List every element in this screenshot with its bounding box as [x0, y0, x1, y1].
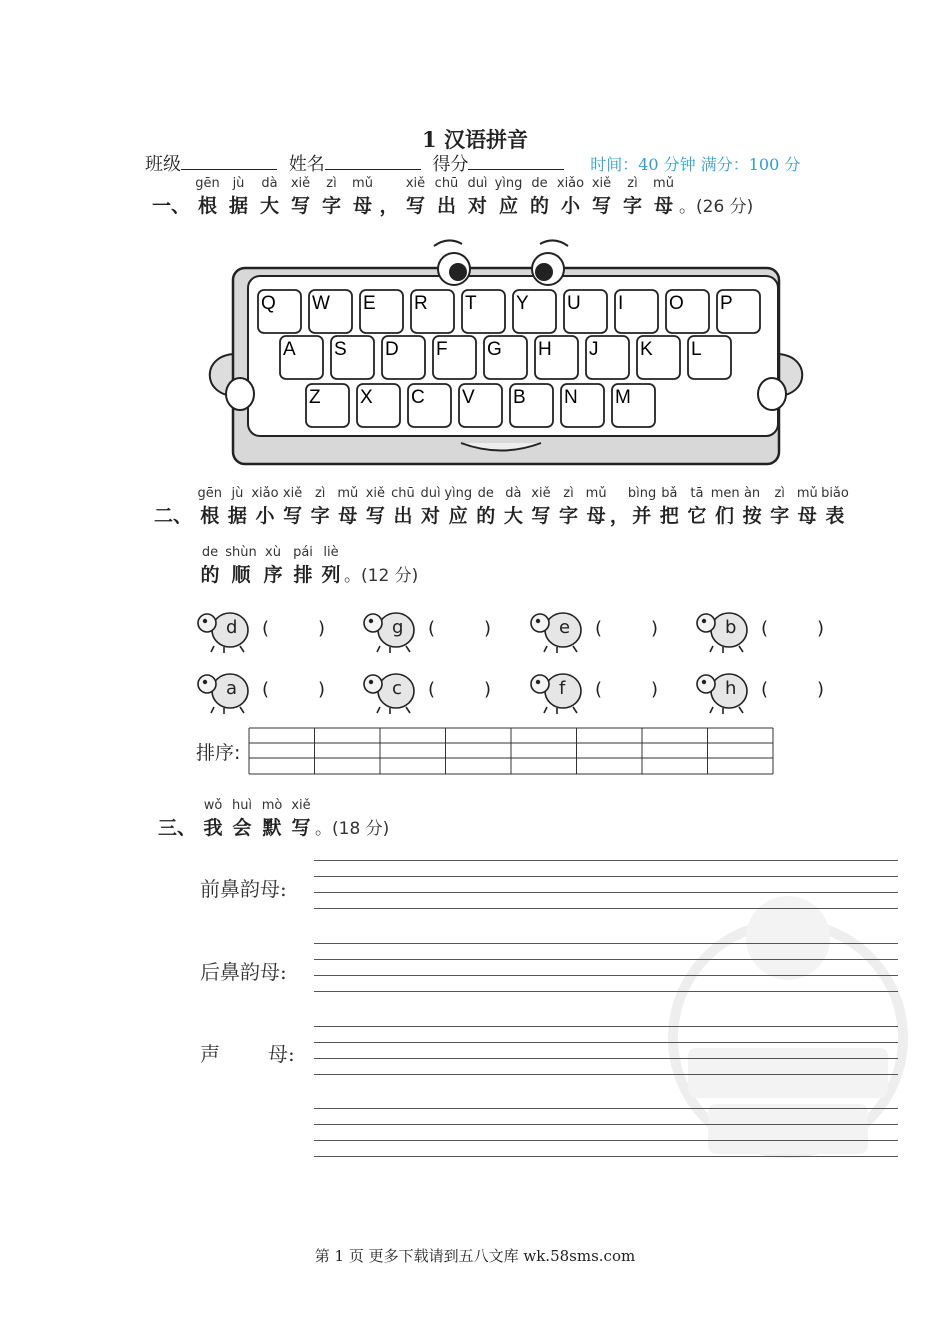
section-score: 。(18 分)	[315, 819, 390, 839]
key-I	[615, 290, 658, 333]
paren-close: )	[318, 618, 326, 639]
paren-close: )	[651, 618, 659, 639]
section2-syllable	[196, 486, 224, 528]
key-C	[408, 384, 451, 427]
hanzi: 小	[560, 195, 580, 217]
key-letter: V	[462, 387, 475, 408]
section2-number: 二、	[153, 505, 192, 527]
turtle-letter: c	[392, 678, 402, 699]
section2-heading-line1	[150, 486, 849, 528]
left-eyebrow	[434, 240, 462, 246]
order-label: 排序:	[196, 742, 241, 764]
writing-line[interactable]	[314, 1026, 898, 1027]
key-D	[382, 336, 425, 379]
pinyin: jù	[232, 176, 245, 191]
section1-syllable	[378, 176, 400, 218]
section2-syllable	[500, 486, 528, 528]
hanzi: 据	[227, 505, 247, 527]
key-L	[688, 336, 731, 379]
page-footer: 第 1 页 更多下载请到五八文库 wk.58sms.com	[314, 1247, 636, 1265]
pinyin: duì	[467, 176, 488, 191]
section2-syllable	[711, 486, 739, 528]
pinyin: bǎ	[661, 486, 678, 501]
pinyin: mò	[261, 798, 283, 813]
section2-syllable	[793, 486, 821, 528]
hanzi: 应	[498, 195, 518, 217]
page-title: 1 汉语拼音	[422, 127, 528, 152]
key-letter: Q	[261, 293, 276, 314]
section1-syllable	[462, 176, 493, 218]
initials-label	[200, 1038, 295, 1067]
key-A	[280, 336, 323, 379]
right-eyebrow	[540, 240, 568, 246]
turtle-item	[695, 667, 835, 717]
section1-syllable	[431, 176, 462, 218]
score-blank[interactable]	[468, 151, 564, 170]
hanzi: ，	[609, 505, 629, 527]
answer-blank[interactable]	[438, 614, 482, 644]
key-S	[331, 336, 374, 379]
key-Y	[513, 290, 556, 333]
section1-syllable	[347, 176, 378, 218]
hanzi: 写	[591, 195, 611, 217]
key-letter: J	[589, 339, 599, 360]
answer-blank[interactable]	[605, 675, 649, 705]
back-nasal-label: 后鼻韵母:	[200, 960, 287, 984]
turtle-letter: d	[226, 617, 238, 638]
pinyin: bìng	[627, 486, 657, 501]
section1-syllable	[254, 176, 285, 218]
key-V	[459, 384, 502, 427]
section3-syllable	[227, 798, 257, 840]
pinyin: xiě	[282, 486, 303, 501]
right-hand	[758, 378, 786, 410]
key-B	[510, 384, 553, 427]
turtle-letter: f	[559, 678, 566, 699]
pinyin: zì	[627, 176, 638, 191]
pinyin	[610, 486, 628, 501]
key-U	[564, 290, 607, 333]
key-Z	[306, 384, 349, 427]
hanzi: 写	[365, 505, 385, 527]
section2-syllable	[224, 486, 252, 528]
turtle-icon	[529, 667, 585, 717]
hanzi: ，	[379, 195, 399, 217]
section2-syllable	[251, 486, 279, 528]
key-X	[357, 384, 400, 427]
section2-syllable	[444, 486, 472, 528]
section-score: 。(26 分)	[679, 197, 754, 217]
section1-syllable	[586, 176, 617, 218]
hanzi: 字	[310, 505, 330, 527]
hanzi: 把	[659, 505, 679, 527]
hanzi: 字	[559, 505, 579, 527]
hanzi: 据	[228, 195, 248, 217]
pinyin: xiě	[531, 486, 551, 501]
paren-close: )	[817, 618, 825, 639]
writing-line[interactable]	[314, 943, 898, 944]
right-pupil	[535, 263, 553, 281]
name-label: 姓名	[288, 154, 325, 175]
turtle-letter: g	[392, 617, 404, 638]
hanzi: 序	[263, 564, 283, 586]
pinyin: gēn	[197, 486, 223, 501]
writing-line[interactable]	[314, 1140, 898, 1141]
hanzi: 字	[770, 505, 790, 527]
pinyin: mǔ	[337, 486, 359, 501]
key-letter: S	[334, 339, 347, 360]
section2-syllable	[628, 486, 656, 528]
turtle-icon	[196, 606, 252, 656]
key-E	[360, 290, 403, 333]
section2-syllable	[224, 545, 258, 587]
paren-close: )	[484, 618, 492, 639]
key-letter: G	[487, 339, 502, 360]
left-pupil	[449, 263, 467, 281]
watermark-logo	[668, 868, 908, 1168]
writing-line[interactable]	[314, 1124, 898, 1125]
section1-syllable	[493, 176, 524, 218]
pinyin: pái	[293, 545, 313, 560]
section2-syllable	[334, 486, 362, 528]
turtle-letter: e	[559, 617, 571, 638]
section2-syllable	[821, 486, 849, 528]
section2-heading-line2	[196, 545, 418, 587]
key-letter: L	[691, 339, 702, 360]
key-letter: H	[538, 339, 552, 360]
hanzi: 它	[687, 505, 707, 527]
section1-syllable	[285, 176, 316, 218]
hanzi: 根	[197, 195, 217, 217]
pinyin: mǔ	[796, 486, 818, 501]
pinyin: huì	[231, 798, 253, 813]
pinyin: xiě	[591, 176, 612, 191]
key-R	[411, 290, 454, 333]
pinyin: yìng	[444, 486, 473, 501]
writing-line[interactable]	[314, 908, 898, 909]
paren-open: (	[761, 679, 769, 700]
key-letter: D	[385, 339, 399, 360]
key-K	[637, 336, 680, 379]
turtle-item	[362, 667, 502, 717]
pinyin: mǔ	[352, 176, 373, 191]
order-table[interactable]	[248, 727, 774, 775]
section2-syllable	[318, 545, 344, 587]
paren-close: )	[318, 679, 326, 700]
hanzi: 默	[262, 817, 282, 839]
key-M	[612, 384, 655, 427]
pinyin: gēn	[195, 176, 220, 191]
turtle-icon	[695, 667, 751, 717]
hanzi: 对	[421, 505, 441, 527]
hanzi: 应	[448, 505, 468, 527]
pinyin: xiǎo	[251, 486, 279, 501]
key-N	[561, 384, 604, 427]
pinyin: àn	[743, 486, 761, 501]
pinyin: zì	[326, 176, 337, 191]
pinyin: xiě	[365, 486, 386, 501]
section1-syllable	[316, 176, 347, 218]
initials-label-b: 母:	[268, 1042, 295, 1066]
section2-syllable	[527, 486, 555, 528]
answer-blank[interactable]	[605, 614, 649, 644]
turtle-icon	[695, 606, 751, 656]
turtle-item	[695, 606, 835, 656]
writing-line[interactable]	[314, 959, 898, 960]
hanzi: 的	[476, 505, 496, 527]
section2-syllable	[766, 486, 794, 528]
turtle-item	[196, 667, 336, 717]
hanzi: 根	[200, 505, 220, 527]
key-P	[717, 290, 760, 333]
key-letter: F	[436, 339, 448, 360]
pinyin: zì	[563, 486, 574, 501]
pinyin: jù	[231, 486, 244, 501]
key-F	[433, 336, 476, 379]
key-letter: B	[513, 387, 526, 408]
paren-close: )	[651, 679, 659, 700]
turtle-item	[529, 667, 669, 717]
pinyin: chū	[391, 486, 415, 501]
turtle-icon	[196, 667, 252, 717]
paren-open: (	[428, 679, 436, 700]
hanzi: 顺	[231, 564, 251, 586]
student-info-line	[145, 150, 800, 176]
key-W	[309, 290, 352, 333]
hanzi: 们	[714, 505, 734, 527]
key-letter: R	[414, 293, 428, 314]
pinyin: xù	[265, 545, 281, 560]
hanzi: 小	[255, 505, 275, 527]
pinyin: wǒ	[203, 798, 223, 813]
answer-blank[interactable]	[272, 675, 316, 705]
section2-syllable	[417, 486, 445, 528]
section3-heading	[155, 798, 389, 840]
hanzi: 母	[352, 195, 372, 217]
turtle-item	[529, 606, 669, 656]
key-letter: M	[615, 387, 631, 408]
hanzi: 按	[742, 505, 762, 527]
turtle-icon	[529, 606, 585, 656]
section1-syllable	[648, 176, 679, 218]
paren-open: (	[428, 618, 436, 639]
key-letter: I	[618, 293, 624, 314]
hanzi: 写	[405, 195, 425, 217]
key-letter: U	[567, 293, 581, 314]
writing-line[interactable]	[314, 1058, 898, 1059]
key-letter: E	[363, 293, 376, 314]
pinyin: zì	[314, 486, 326, 501]
pinyin: de	[477, 486, 494, 501]
answer-blank[interactable]	[771, 614, 815, 644]
paren-open: (	[761, 618, 769, 639]
pinyin: de	[201, 545, 219, 560]
turtle-item	[362, 606, 502, 656]
writing-line[interactable]	[314, 1042, 898, 1043]
pinyin: yìng	[494, 176, 523, 191]
key-letter: Y	[516, 293, 529, 314]
section-score: 。(12 分)	[344, 566, 419, 586]
section2-syllable	[656, 486, 684, 528]
section2-syllable	[389, 486, 417, 528]
hanzi: 母	[797, 505, 817, 527]
answer-blank[interactable]	[272, 614, 316, 644]
section2-syllable	[738, 486, 766, 528]
hanzi: 大	[259, 195, 279, 217]
hanzi: 写	[290, 195, 310, 217]
turtle-icon	[362, 667, 418, 717]
hanzi: 大	[503, 505, 523, 527]
hanzi: 排	[293, 564, 313, 586]
section2-syllable	[288, 545, 318, 587]
paren-open: (	[595, 618, 603, 639]
hanzi: 写	[531, 505, 551, 527]
left-hand	[226, 378, 254, 410]
pinyin	[378, 176, 400, 191]
key-letter: N	[564, 387, 578, 408]
section2-syllable	[258, 545, 288, 587]
writing-line[interactable]	[314, 860, 898, 861]
section1-syllable	[223, 176, 254, 218]
hanzi: 写	[283, 505, 303, 527]
pinyin: xiě	[405, 176, 426, 191]
writing-line[interactable]	[314, 975, 898, 976]
pinyin: xiě	[291, 798, 311, 813]
pinyin: de	[531, 176, 548, 191]
turtle-item	[196, 606, 336, 656]
hanzi: 母	[653, 195, 673, 217]
hanzi: 表	[825, 505, 845, 527]
section2-syllable	[683, 486, 711, 528]
section2-syllable	[582, 486, 610, 528]
key-G	[484, 336, 527, 379]
hanzi: 并	[632, 505, 652, 527]
section2-syllable	[362, 486, 390, 528]
section1-syllable	[617, 176, 648, 218]
hanzi: 母	[586, 505, 606, 527]
key-letter: O	[669, 293, 684, 314]
answer-blank[interactable]	[771, 675, 815, 705]
key-J	[586, 336, 629, 379]
initials-label-a: 声	[200, 1042, 220, 1066]
pinyin: zì	[774, 486, 785, 501]
section2-syllable	[472, 486, 500, 528]
section2-syllable	[555, 486, 583, 528]
hanzi: 出	[436, 195, 456, 217]
turtle-letter: a	[226, 678, 238, 699]
key-letter: Z	[309, 387, 321, 408]
key-O	[666, 290, 709, 333]
hanzi: 母	[338, 505, 358, 527]
pinyin: duì	[420, 486, 441, 501]
key-letter: P	[720, 293, 733, 314]
writing-line[interactable]	[314, 1108, 898, 1109]
section3-number: 三、	[157, 817, 196, 839]
name-blank[interactable]	[325, 151, 421, 170]
pinyin: dà	[505, 486, 522, 501]
section1-syllable	[524, 176, 555, 218]
pinyin: chū	[434, 176, 459, 191]
section2-syllable	[610, 486, 628, 528]
pinyin: men	[710, 486, 740, 501]
key-letter: W	[312, 293, 330, 314]
pinyin: shùn	[225, 545, 257, 560]
time-info: 时间：40 分钟 满分：100 分	[590, 155, 801, 174]
key-letter: X	[360, 387, 373, 408]
hanzi: 对	[467, 195, 487, 217]
key-Q	[258, 290, 301, 333]
pinyin: mǔ	[653, 176, 674, 191]
section2-syllable	[196, 545, 224, 587]
pinyin: liè	[323, 545, 339, 560]
section1-syllable	[400, 176, 431, 218]
key-H	[535, 336, 578, 379]
turtle-letter: b	[725, 617, 737, 638]
section1-syllable	[192, 176, 223, 218]
writing-line[interactable]	[314, 991, 898, 992]
writing-line[interactable]	[314, 1074, 898, 1075]
section3-syllable	[199, 798, 227, 840]
key-letter: K	[640, 339, 653, 360]
pinyin: biǎo	[821, 486, 849, 501]
class-label: 班级	[145, 154, 181, 175]
section1-number: 一、	[151, 195, 190, 217]
key-letter: T	[465, 293, 477, 314]
key-T	[462, 290, 505, 333]
score-label: 得分	[432, 154, 469, 175]
keyboard-illustration-group	[210, 240, 803, 464]
front-nasal-label: 前鼻韵母:	[200, 877, 287, 901]
hanzi: 字	[622, 195, 642, 217]
pinyin: dà	[261, 176, 278, 191]
paren-open: (	[262, 679, 270, 700]
pinyin: xiě	[290, 176, 311, 191]
pinyin: mǔ	[585, 486, 607, 501]
writing-line[interactable]	[314, 876, 898, 877]
hanzi: 字	[321, 195, 341, 217]
paren-close: )	[484, 679, 492, 700]
class-blank[interactable]	[181, 151, 277, 170]
hanzi: 我	[203, 817, 223, 839]
writing-line[interactable]	[314, 1156, 898, 1157]
section2-syllable	[306, 486, 334, 528]
key-letter: C	[411, 387, 425, 408]
hanzi: 出	[393, 505, 413, 527]
paren-close: )	[817, 679, 825, 700]
paren-open: (	[262, 618, 270, 639]
writing-line[interactable]	[314, 892, 898, 893]
hanzi: 的	[200, 564, 220, 586]
hanzi: 写	[291, 817, 311, 839]
key-letter: A	[283, 339, 296, 360]
keyboard-illustration	[196, 236, 816, 470]
section2-syllable	[279, 486, 307, 528]
pinyin: tā	[690, 486, 704, 501]
section1-heading	[150, 176, 753, 218]
hanzi: 会	[232, 817, 252, 839]
hanzi: 的	[529, 195, 549, 217]
section3-syllable	[287, 798, 315, 840]
turtle-icon	[362, 606, 418, 656]
pinyin: xiǎo	[556, 176, 585, 191]
section3-syllable	[257, 798, 287, 840]
answer-blank[interactable]	[438, 675, 482, 705]
paren-open: (	[595, 679, 603, 700]
hanzi: 列	[321, 564, 341, 586]
section1-syllable	[555, 176, 586, 218]
turtle-letter: h	[725, 678, 737, 699]
